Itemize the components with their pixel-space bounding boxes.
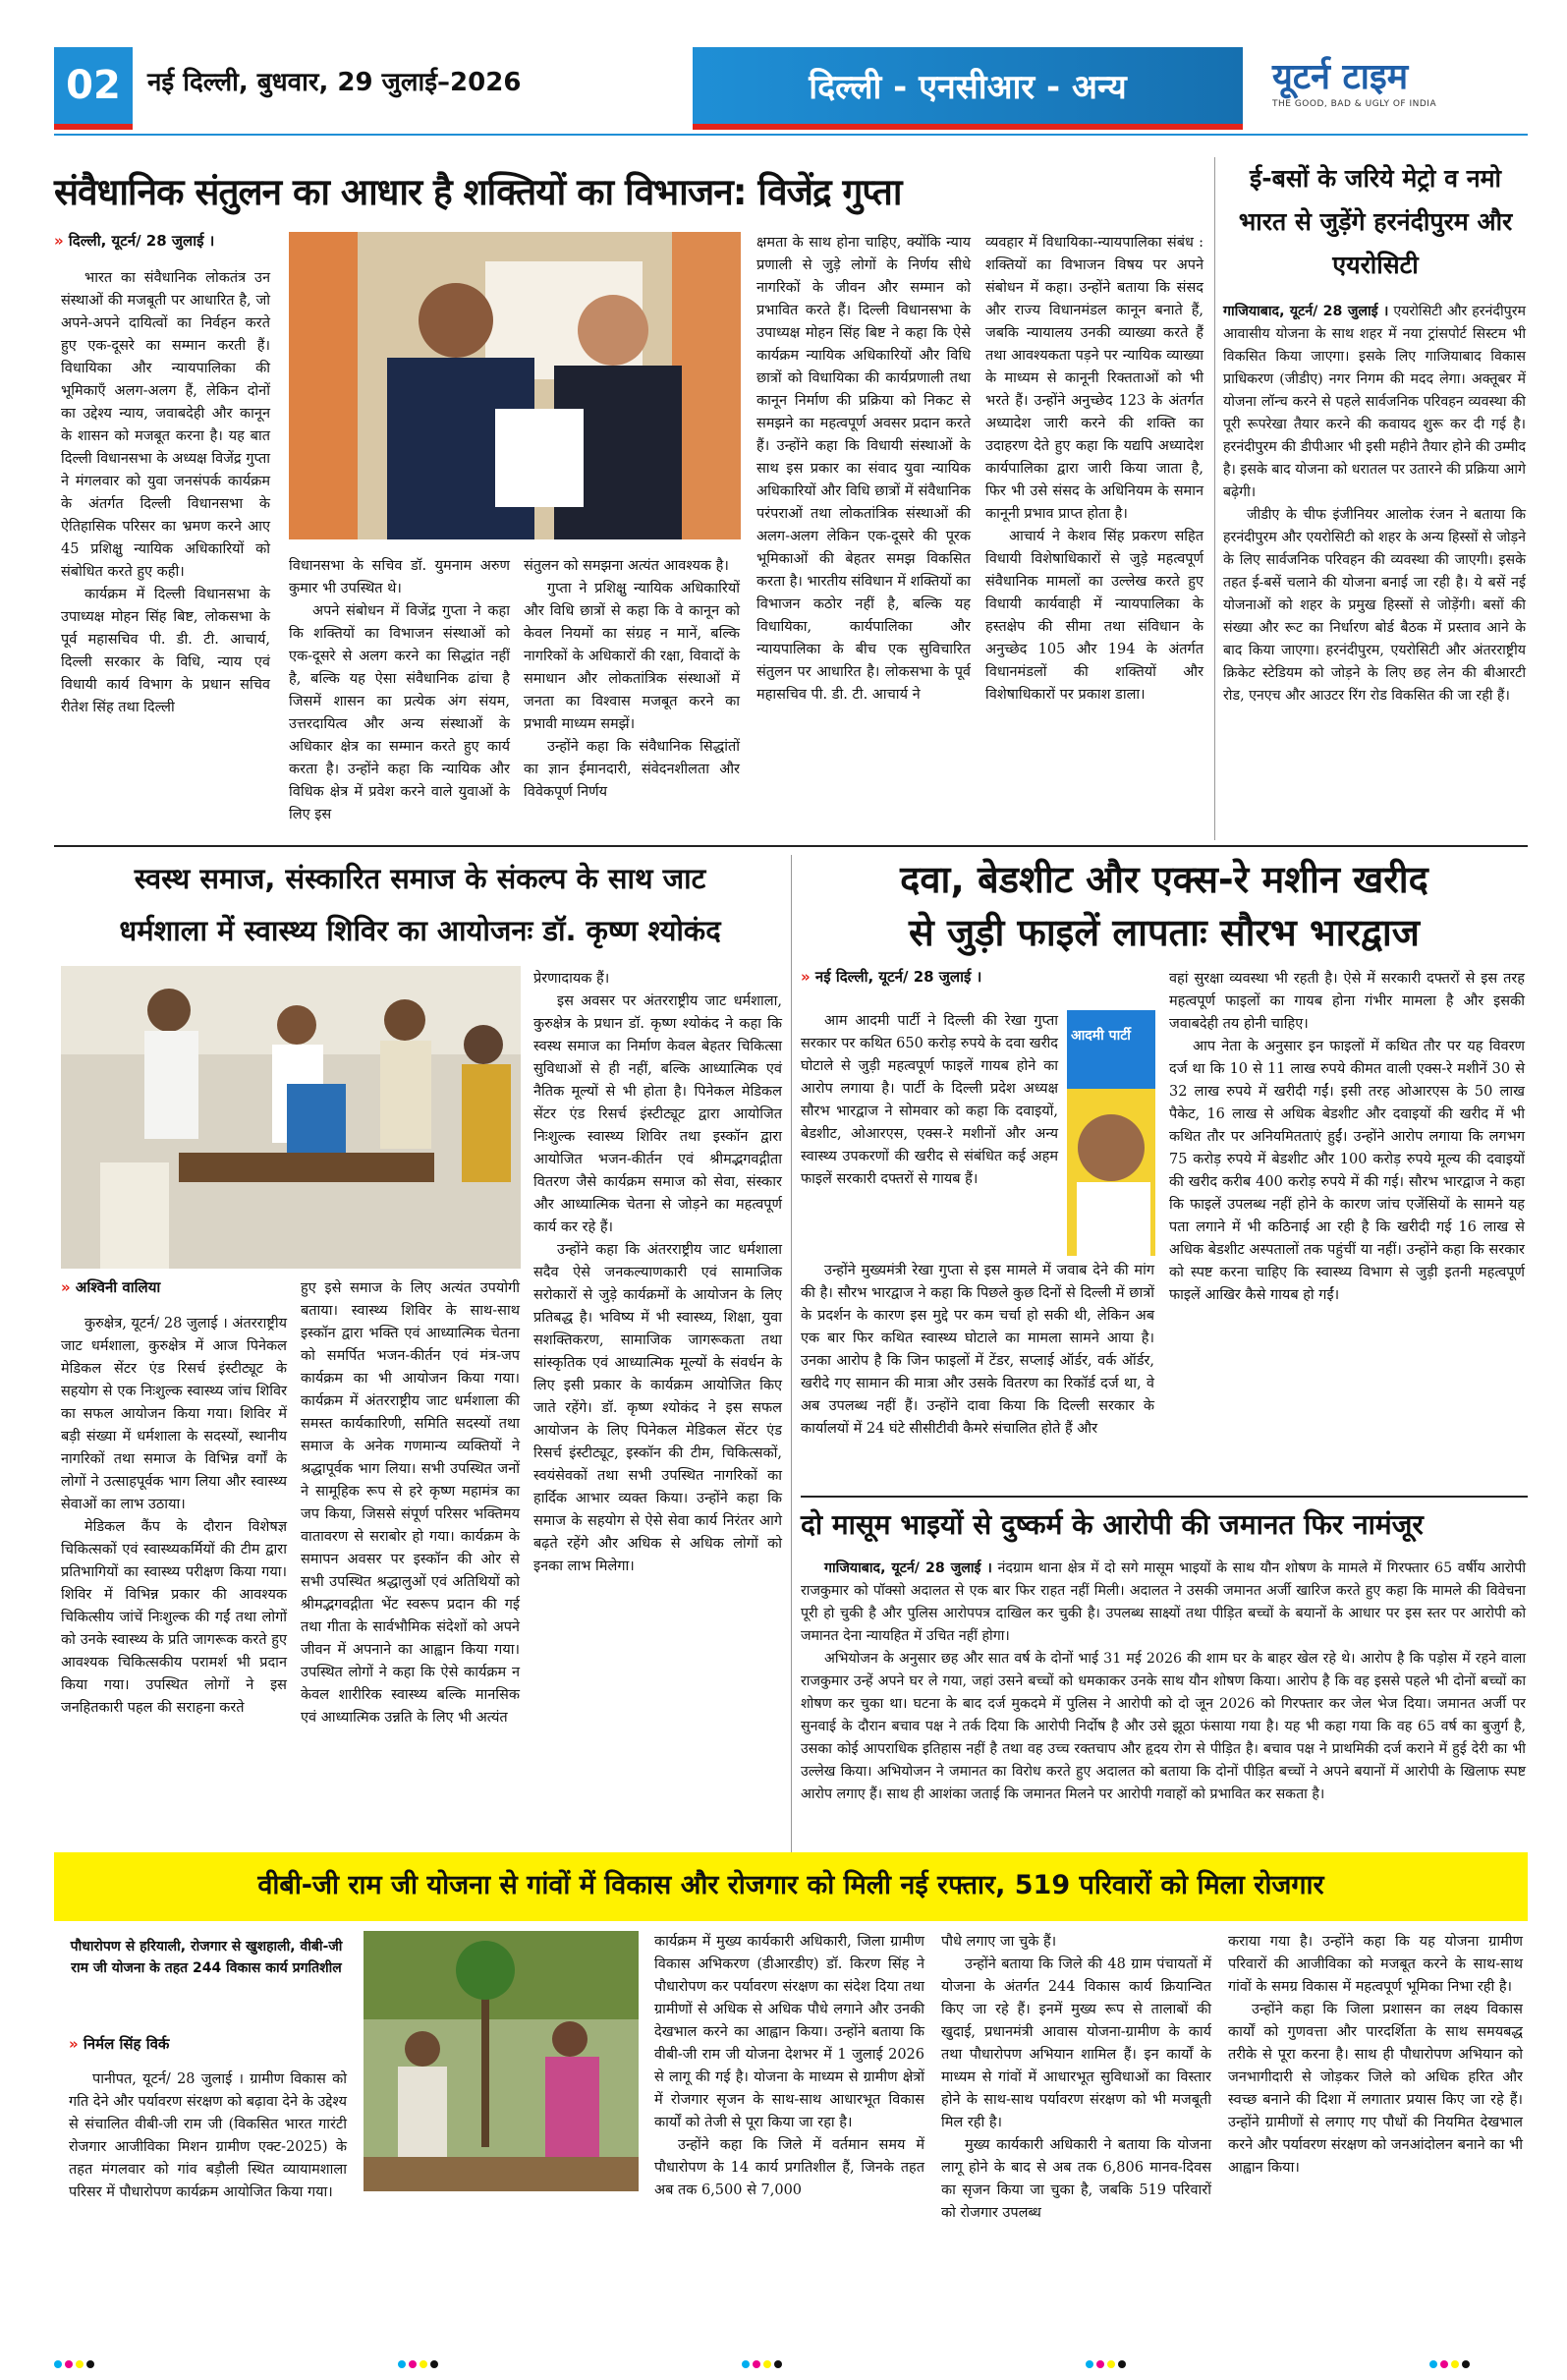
color-dots [1086,2353,1129,2372]
byline-marker-icon: » [54,232,69,250]
story5-rule [801,1496,1528,1498]
story1-col3 [524,555,740,804]
registration-marks [54,2353,1528,2363]
story4-col2-p2: आप नेता के अनुसार इन फाइलों में कथित तौर पर यह विवरण दर्ज था कि 10 से 11 लाख रुपये कीमत वाली एक्स-रे मशीनें 30 से 32 लाख रुपये में खरीदी गईं। इसी तरह ओआरएस के 50 लाख पैकेट, 16 लाख से अधिक बेडशीट और दवाइयों की खरीद में भी कथित तौर पर अनियमितताएं हुईं। उन्होंने आरोप लगाया कि लगभग 75 करोड़ रुपये में बेडशीट और 100 करोड़ रुपये मूल्य की दवाइयों की खरीद करीब 400 करोड़ रुपये में की गई। सौरभ भारद्वाज ने कहा कि फाइलें उपलब्ध नहीं होने के कारण जांच एजेंसियों के सामने यह पता लगाने में भी कठिनाई आ रही है कि खरीदी गई 16 लाख से अधिक बेडशीट अस्पतालों तक पहुंचीं या नहीं। उन्होंने कहा कि सरकार को स्पष्ट करना चाहिए कि स्वास्थ्य विभाग से जुड़ी इतनी महत्वपूर्ण फाइलें आखिर कैसे गायब हो गईं। [1169,1039,1525,1303]
story1-col1 [61,267,270,719]
story1-byline-text: दिल्ली, यूटर्न/ 28 जुलाई । [68,232,215,250]
dateline: नई दिल्ली, बुधवार, 29 जुलाई–2026 [147,68,522,97]
story4-col1-p1: आम आदमी पार्टी ने दिल्ली की रेखा गुप्ता सरकार पर कथित 650 करोड़ रुपये के दवा खरीद घोटाले से जुड़ी महत्वपूर्ण फाइलें गायब होने का आरोप लगाया है। पार्टी के दिल्ली प्रदेश अध्यक्ष सौरभ भारद्वाज ने सोमवार को कहा कि दवाइयों, बेडशीट, ओआरएस, एक्स-रे मशीनों और अन्य स्वास्थ्य उपकरणों की खरीद से संबंधित कई अहम फाइलें सरकारी दफ्तरों से गायब हैं। [801,1013,1058,1187]
story5-p1: नंदग्राम थाना क्षेत्र में दो सगे मासूम भाइयों के साथ यौन शोषण के मामले में गिरफ्तार 65 वर्षीय आरोपी राजकुमार को पॉक्सो अदालत से एक बार फिर राहत नहीं मिली। अदालत ने उसकी जमानत अर्जी खारिज करते हुए कहा कि मामले की विवेचना पूरी हो चुकी है और पुलिस आरोपपत्र दाखिल कर चुकी है। उपलब्ध साक्ष्यों तथा पीड़ित बच्चों के बयानों के आधार पर इस स्तर पर आरोपी को जमानत देना न्यायहित में उचित नहीं होगा। [801,1560,1527,1644]
story6-col2-p2: उन्होंने कहा कि जिले में वर्तमान समय में पौधारोपण के 14 कार्य प्रगतिशील हैं, जिनके तहत अब तक 6,500 से 7,000 [654,2137,924,2198]
story3-col1-p2: मेडिकल कैंप के दौरान विशेषज्ञ चिकित्सकों एवं स्वास्थ्यकर्मियों की टीम द्वारा प्रतिभागियों का स्वास्थ्य परीक्षण किया गया। शिविर में विभिन्न प्रकार की आवश्यक चिकित्सीय जांचें निःशुल्क की गईं तथा लोगों को उनके स्वास्थ्य के प्रति जागरूक करते हुए आवश्यक चिकित्सकीय परामर्श भी प्रदान किया गया। उपस्थित लोगों ने इस जनहितकारी पहल की सराहना करते [61,1519,287,1716]
story4-col2 [1169,968,1525,1307]
story6-col1 [69,2068,347,2204]
story4-col1 [801,1010,1058,1191]
story3-reporter-name: अश्विनी वालिया [75,1278,161,1296]
story6-reporter-name: निर्मल सिंह विर्क [83,2035,170,2053]
story2-text [1223,301,1526,708]
story6-col3-p1: पौधे लगाए जा चुके हैं। [941,1934,1057,1950]
story3-col3 [533,968,782,1578]
story5-byline: गाजियाबाद, यूटर्न/ 28 जुलाई । [824,1560,992,1576]
story6-photo-caption: पौधारोपण से हरियाली, रोजगार से खुशहाली, वीबी-जी राम जी योजना के तहत 244 विकास कार्य प्रगतिशील [70,1939,343,1976]
header-rule [54,134,1528,136]
story1-col5-p2: आचार्य ने केशव सिंह प्रकरण सहित विधायी विशेषाधिकारों से जुड़े महत्वपूर्ण संवैधानिक मामलों का उल्लेख करते हुए विधायी कार्यवाही में न्यायपालिका के हस्तक्षेप की सीमा तथा संविधान के अनुच्छेद 105 और 194 के अंतर्गत विधानमंडलों की शक्तियों और विशेषाधिकारों पर प्रकाश डाला। [985,529,1203,703]
story4-photo-banner: आदमी पार्टी [1071,1028,1131,1044]
story1-photo [289,232,741,539]
story6-col1-p1: ग्रामीण विकास को गति देने और पर्यावरण संरक्षण को बढ़ावा देने के उद्देश्य से संचालित वीबी-जी राम जी (विकसित भारत गारंटी रोजगार आजीविका मिशन ग्रामीण एक्ट-2025) के तहत मंगलवार को गांव बड़ौली स्थित व्यायामशाला परिसर में पौधारोपण कार्यक्रम आयोजित किया गया। [69,2071,348,2200]
story4-photo [1067,1010,1155,1256]
color-dots [54,2353,97,2372]
story3-col1 [61,1313,287,1720]
story3-col3-p1: प्रेरणादायक हैं। [533,971,610,987]
story6-photo [364,1931,639,2191]
story3-photo-illustration [61,966,521,1269]
story1-headline: संवैधानिक संतुलन का आधार है शक्तियों का विभाजन: विजेंद्र गुप्ता [54,171,902,213]
story1-col4 [756,232,971,707]
story1-col3-p3: उन्होंने कहा कि संवैधानिक सिद्धांतों का ज्ञान ईमानदारी, संवेदनशीलता और विवेकपूर्ण निर्णय [524,739,740,800]
page-number: 02 [54,47,133,130]
story1-byline [54,230,270,253]
story4-photo-illustration [1067,1010,1155,1256]
color-dots [1429,2353,1473,2372]
story6-reporter [69,2034,344,2054]
story1-col2-p1: विधानसभा के सचिव डॉ. युमनाम अरुण कुमार भी उपस्थित थे। [289,558,510,596]
story4-col1-continued [801,1260,1154,1441]
story1-col2 [289,555,510,826]
story3-col1-p1: अंतरराष्ट्रीय जाट धर्मशाला, कुरुक्षेत्र में आज पिनेकल मेडिकल सेंटर एंड रिसर्च इंस्टीट्यूट के सहयोग से एक निःशुल्क स्वास्थ्य जांच शिविर का सफल आयोजन किया गया। शिविर में बड़ी संख्या में धर्मशाला के सदस्यों, स्थानीय नागरिकों तथा समाज के विभिन्न वर्गों के लोगों ने उत्साहपूर्वक भाग लिया और स्वास्थ्य सेवाओं का लाभ उठाया। [61,1316,287,1512]
story6-col3-p3: मुख्य कार्यकारी अधिकारी ने बताया कि योजना लागू होने के बाद से अब तक 6,806 मानव-दिवस का सृजन किया जा चुका है, जबकि 519 परिवारों को रोजगार उपलब्ध [941,2137,1211,2221]
masthead [54,47,1528,126]
story4-col1-p2: उन्होंने मुख्यमंत्री रेखा गुप्ता से इस मामले में जवाब देने की मांग की है। सौरभ भारद्वाज ने कहा कि पिछले कुछ दिनों से दिल्ली में छात्रों के प्रदर्शन के कारण इस मुद्दे पर कम चर्चा हो सकी थी, लेकिन अब एक बार फिर कथित स्वास्थ्य घोटाले का मामला सामने आया है। उनका आरोप है कि जिन फाइलों में टेंडर, सप्लाई ऑर्डर, वर्क ऑर्डर, खरीदे गए सामान की मात्रा और उसके वितरण का रिकॉर्ड दर्ज था, वे अब उपलब्ध नहीं हैं। उन्होंने दावा किया कि दिल्ली सरकार के कार्यालयों में 24 घंटे सीसीटीवी कैमरे संचालित होते हैं और [801,1263,1154,1437]
story5-text [801,1558,1526,1806]
story3-col2 [301,1277,520,1729]
story1-col1-p1: भारत का संवैधानिक लोकतंत्र उन संस्थाओं की मजबूती पर आधारित है, जो अपने-अपने दायित्वों का निर्वहन करते हुए एक-दूसरे का सम्मान करती हैं। विधायिका और न्यायपालिका की भूमिकाएँ अलग-अलग हैं, लेकिन दोनों का उद्देश्य न्याय, जवाबदेही और कानून के शासन को मजबूत करना है। यह बात दिल्ली विधानसभा के अध्यक्ष विजेंद्र गुप्ता ने मंगलवार को युवा जनसंपर्क कार्यक्रम के अंतर्गत दिल्ली विधानसभा के ऐतिहासिक परिसर का भ्रमण करने आए 45 प्रशिक्षु न्यायिक अधिकारियों को संबोधित करते हुए कही। [61,270,270,580]
story6-col2-p1: कार्यक्रम में मुख्य कार्यकारी अधिकारी, जिला ग्रामीण विकास अभिकरण (डीआरडीए) डॉ. किरण सिंह ने पौधारोपण कर पर्यावरण संरक्षण का संदेश दिया तथा ग्रामीणों से अधिक से अधिक पौधे लगाने और उनकी देखभाल करने का आह्वान किया। उन्होंने बताया कि वीबी-जी राम जी योजना देशभर में 1 जुलाई 2026 से लागू की गई है। योजना के माध्यम से ग्रामीण क्षेत्रों में रोजगार सृजन के साथ-साथ आधारभूत विकास कार्यों को तेजी से पूरा किया जा रहा है। [654,1934,924,2130]
story4-col2-p1: वहां सुरक्षा व्यवस्था भी रहती है। ऐसे में सरकारी दफ्तरों से इस तरह महत्वपूर्ण फाइलों का गायब होना गंभीर मामला है और इसकी जवाबदेही तय होनी चाहिए। [1169,971,1525,1032]
column-divider [1214,157,1215,840]
story6-col4 [1228,1931,1523,2180]
story1-col3-p2: गुप्ता ने प्रशिक्षु न्यायिक अधिकारियों और विधि छात्रों से कहा कि वे कानून को केवल नियमों का संग्रह न मानें, बल्कि नागरिकों के अधिकारों की रक्षा, विवादों के समाधान और लोकतांत्रिक संस्थाओं में जनता का विश्वास मजबूत करने का प्रभावी माध्यम समझें। [524,581,740,732]
story2-byline: गाजियाबाद, यूटर्न/ 28 जुलाई । [1223,304,1389,319]
story1-col4-p1: क्षमता के साथ होना चाहिए, क्योंकि न्याय प्रणाली से जुड़े लोगों के निर्णय सीधे नागरिकों के जीवन और सम्मान को प्रभावित करते हैं। दिल्ली विधानसभा के उपाध्यक्ष मोहन सिंह बिष्ट ने कहा कि ऐसे कार्यक्रम न्यायिक अधिकारियों और विधि छात्रों को विधायिका की कार्यप्रणाली तथा कानून निर्माण की प्रक्रिया को निकट से समझने का महत्वपूर्ण अवसर प्रदान करते हैं। उन्होंने कहा कि विधायी संस्थाओं के साथ इस प्रकार का संवाद युवा न्यायिक अधिकारियों और विधि छात्रों में संवैधानिक परंपराओं तथा लोकतांत्रिक संस्थाओं की अलग-अलग लेकिन एक-दूसरे की पूरक भूमिकाओं की बेहतर समझ विकसित करता है। भारतीय संविधान में शक्तियों का विभाजन कठोर नहीं है, बल्कि यह विधायिका, कार्यपालिका और न्यायपालिका के बीच एक सुविचारित संतुलन पर आधारित है। लोकसभा के पूर्व महासचिव पी. डी. टी. आचार्य ने [756,235,971,703]
story6-col4-p1: कराया गया है। उन्होंने कहा कि यह योजना ग्रामीण परिवारों की आजीविका को मजबूत करने के साथ-साथ गांवों के समग्र विकास में महत्वपूर्ण भूमिका निभा रही है। [1228,1934,1523,1995]
story6-col3-p2: उन्होंने बताया कि जिले की 48 ग्राम पंचायतों में योजना के अंतर्गत 244 विकास कार्य क्रियान्वित किए जा रहे हैं। इनमें मुख्य रूप से तालाबों की खुदाई, प्रधानमंत्री आवास योजना-ग्रामीण के कार्य तथा पौधारोपण अभियान शामिल हैं। इन कार्यों के माध्यम से गांवों में आधारभूत सुविधाओं का विस्तार होने के साथ-साथ पर्यावरण संरक्षण को भी मजबूती मिल रही है। [941,1956,1211,2130]
story6-headline: वीबी-जी राम जी योजना से गांवों में विकास और रोजगार को मिली नई रफ्तार, 519 परिवारों को मिला रोजगार [257,1870,1324,1900]
story4-byline-text: नई दिल्ली, यूटर्न/ 28 जुलाई । [814,968,982,986]
story6-col4-p2: उन्होंने कहा कि जिला प्रशासन का लक्ष्य विकास कार्यों को गुणवत्ता और पारदर्शिता के साथ समयबद्ध तरीके से पूरा करना है। साथ ही पौधारोपण अभियान को जनभागीदारी से जोड़कर जिले को अधिक हरित और स्वच्छ बनाने की दिशा में लगातार प्रयास किए जा रहे हैं। उन्होंने ग्रामीणों से लगाए गए पौधों की नियमित देखभाल करने और पर्यावरण संरक्षण को जनआंदोलन बनाने का भी आह्वान किया। [1228,2002,1523,2176]
story1-col2-p2: अपने संबोधन में विजेंद्र गुप्ता ने कहा कि शक्तियों का विभाजन संस्थाओं को एक-दूसरे से अलग करने का सिद्धांत नहीं है, बल्कि यह ऐसा संवैधानिक ढांचा है जिसमें शासन का प्रत्येक अंग संयम, उत्तरदायित्व और अन्य संस्थाओं के अधिकार क्षेत्र का सम्मान करते हुए कार्य करता है। उन्होंने कहा कि न्यायिक और विधिक क्षेत्र में प्रवेश करने वाले युवाओं के लिए इस [289,603,510,822]
story4-byline [801,966,1135,989]
story3-headline-line2: धर्मशाला में स्वास्थ्य शिविर का आयोजनः डॉ. कृष्ण श्योकंद [119,914,721,947]
story6-col2 [654,1931,924,2202]
story6-photo-illustration [364,1931,639,2191]
story6-col3 [941,1931,1211,2225]
story1-col5 [985,232,1203,707]
story4-headline-line1: दवा, बेडशीट और एक्स-रे मशीन खरीद [900,858,1428,901]
story1-col3-p1: संतुलन को समझना अत्यंत आवश्यक है। [524,558,729,574]
story4-headline-line2: से जुड़ी फाइलें लापताः सौरभ भारद्वाज [909,911,1420,954]
section-title: दिल्ली - एनसीआर - अन्य [693,47,1243,130]
reporter-marker-icon: » [69,2035,84,2053]
story6-byline: पानीपत, यूटर्न/ 28 जुलाई । [92,2071,244,2087]
story3-byline: कुरुक्षेत्र, यूटर्न/ 28 जुलाई । [84,1316,228,1332]
color-dots [742,2353,785,2372]
newspaper-logo [1272,51,1523,120]
story1-photo-illustration [289,232,741,539]
story1-col5-p1: व्यवहार में विधायिका-न्यायपालिका संबंध : शक्तियों का विभाजन विषय पर अपने संबोधन में कहा। उन्होंने बताया कि संसद और राज्य विधानमंडल कानून बनाते हैं, जबकि न्यायालय उनकी व्याख्या करते हैं तथा आवश्यकता पड़ने पर न्यायिक व्याख्या के माध्यम से कानूनी रिक्तताओं को भी भरते हैं। उन्होंने अनुच्छेद 123 के अंतर्गत अध्यादेश जारी करने की शक्ति का उदाहरण देते हुए कहा कि यद्यपि अध्यादेश कार्यपालिका द्वारा जारी किया जाता है, फिर भी उसे संसद के अधिनियम के समान कानूनी प्रभाव प्राप्त होता है। [985,235,1203,522]
logo-tagline: THE GOOD, BAD & UGLY OF INDIA [1272,99,1437,109]
story3-photo [61,966,521,1269]
story3-col2-p1: हुए इसे समाज के लिए अत्यंत उपयोगी बताया। स्वास्थ्य शिविर के साथ-साथ इस्कॉन द्वारा भक्ति एवं आध्यात्मिक चेतना को समर्पित भजन-कीर्तन एवं मंत्र-जप कार्यक्रम का भी आयोजन किया गया। कार्यक्रम में अंतरराष्ट्रीय जाट धर्मशाला की समस्त कार्यकारिणी, समिति सदस्यों तथा समाज के अनेक गणमान्य व्यक्तियों ने श्रद्धापूर्वक भाग लिया। सभी उपस्थित जनों ने सामूहिक रूप से हरे कृष्ण महामंत्र का जप किया, जिससे संपूर्ण परिसर भक्तिमय वातावरण से सराबोर हो गया। कार्यक्रम के समापन अवसर पर इस्कॉन की ओर से सभी उपस्थित श्रद्धालुओं एवं अतिथियों को श्रीमद्भगवद्गीता भेंट स्वरूप प्रदान की गई तथा गीता के सार्वभौमिक संदेशों को अपने जीवन में अपनाने का आह्वान किया गया। उपस्थित लोगों ने कहा कि ऐसे कार्यक्रम न केवल शारीरिक स्वास्थ्य बल्कि मानसिक एवं आध्यात्मिक उन्नति के लिए भी अत्यंत [301,1280,520,1726]
story3-headline-line1: स्वस्थ समाज, संस्कारित समाज के संकल्प के साथ जाट [134,862,706,895]
reporter-marker-icon: » [61,1278,76,1296]
color-dots [398,2353,441,2372]
story2-headline: ई-बसों के जरिये मेट्रो व नमो भारत से जुड़ेंगे हरनंदीपुरम और एयरोसिटी [1238,164,1513,279]
logo-text: यूटर्न टाइम [1272,56,1409,97]
story3-col3-p3: उन्होंने कहा कि अंतरराष्ट्रीय जाट धर्मशाला सदैव ऐसे जनकल्याणकारी एवं सामाजिक सरोकारों से जुड़े कार्यक्रमों के आयोजन के लिए प्रतिबद्ध है। भविष्य में भी स्वास्थ्य, शिक्षा, युवा सशक्तिकरण, सामाजिक जागरूकता तथा सांस्कृतिक एवं आध्यात्मिक मूल्यों के संवर्धन के लिए इसी प्रकार के कार्यक्रम आयोजित किए जाते रहेंगे। डॉ. कृष्ण श्योकंद ने इस सफल आयोजन के लिए पिनेकल मेडिकल सेंटर एंड रिसर्च इंस्टीट्यूट, इस्कॉन की टीम, चिकित्सकों, स्वयंसेवकों तथा सभी उपस्थित नागरिकों का हार्दिक आभार व्यक्त किया। उन्होंने कहा कि समाज के सहयोग से ऐसे सेवा कार्य निरंतर आगे बढ़ते रहेंगे और अधिक से अधिक लोगों को इनका लाभ मिलेगा। [533,1242,782,1574]
story1-col1-p2: कार्यक्रम में दिल्ली विधानसभा के उपाध्यक्ष मोहन सिंह बिष्ट, लोकसभा के पूर्व महासचिव पी. डी. टी. आचार्य, दिल्ली सरकार के विधि, न्याय एवं विधायी कार्य विभाग के प्रधान सचिव रीतेश सिंह तथा दिल्ली [61,587,270,715]
story3-col3-p2: इस अवसर पर अंतरराष्ट्रीय जाट धर्मशाला, कुरुक्षेत्र के प्रधान डॉ. कृष्ण श्योकंद ने कहा कि स्वस्थ समाज का निर्माण केवल बेहतर चिकित्सा सुविधाओं से ही नहीं, बल्कि आध्यात्मिक एवं नैतिक मूल्यों से भी होता है। पिनेकल मेडिकल सेंटर एंड रिसर्च इंस्टीट्यूट द्वारा आयोजित निःशुल्क स्वास्थ्य शिविर तथा इस्कॉन द्वारा आयोजित भजन-कीर्तन एवं श्रीमद्भगवद्गीता वितरण जैसे कार्यक्रम समाज को सेवा, संस्कार और आध्यात्मिक चेतना से जोड़ने का महत्वपूर्ण कार्य कर रहे हैं। [533,993,782,1235]
column-divider [791,855,792,1877]
story2-p1: एयरोसिटी और हरनंदीपुरम आवासीय योजना के साथ शहर में नया ट्रांसपोर्ट सिस्टम भी विकसित किया जाएगा। इसके लिए गाजियाबाद विकास प्राधिकरण (जीडीए) नगर निगम की मदद लेगा। अक्तूबर में योजना लॉन्च करने से पहले सार्वजनिक परिवहन व्यवस्था की पूरी रूपरेखा तैयार करने की कवायद शुरू कर दी गई है। हरनंदीपुरम की डीपीआर भी इसी महीने तैयार होने की उम्मीद है। इसके बाद योजना को धरातल पर उतारने की प्रक्रिया आगे बढ़ेगी। [1223,304,1526,500]
story5-headline: दो मासूम भाइयों से दुष्कर्म के आरोपी की जमानत फिर नामंजूर [801,1508,1424,1541]
story5-p2: अभियोजन के अनुसार छह और सात वर्ष के दोनों भाई 31 मई 2026 की शाम घर के बाहर खेल रहे थे। आरोप है कि पड़ोस में रहने वाला राजकुमार उन्हें अपने घर ले गया, जहां उसने बच्चों को धमकाकर उनके साथ यौन शोषण किया। आरोप है कि वह इससे पहले भी दोनों बच्चों का शोषण कर चुका था। घटना के बाद दर्ज मुकदमे में पुलिस ने आरोपी को दो जून 2026 को गिरफ्तार कर जेल भेज दिया। जमानत अर्जी पर सुनवाई के दौरान बचाव पक्ष ने तर्क दिया कि आरोपी निर्दोष है और उसे झूठा फंसाया गया है। यह भी कहा गया कि वह 65 वर्ष का बुजुर्ग है, उसका कोई आपराधिक इतिहास नहीं है तथा वह उच्च रक्तचाप और हृदय रोग से पीड़ित है। बचाव पक्ष ने प्राथमिकी दर्ज कराने में हुई देरी का भी उल्लेख किया। अभियोजन ने जमानत का विरोध करते हुए अदालत को बताया कि दोनों पीड़ित बच्चों ने अपने बयानों में आरोपी के खिलाफ स्पष्ट आरोप लगाए हैं। साथ ही आशंका जताई कि जमानत मिलने पर आरोपी गवाहों को प्रभावित कर सकता है। [801,1651,1526,1802]
byline-marker-icon: » [801,968,815,986]
story3-reporter [61,1277,287,1297]
story2-p2: जीडीए के चीफ इंजीनियर आलोक रंजन ने बताया कि हरनंदीपुरम और एयरोसिटी को शहर के अन्य हिस्सों से जोड़ने के लिए सार्वजनिक परिवहन की व्यवस्था की जाएगी। इसके तहत ई-बसें चलाने की योजना बनाई जा रही है। ये बसें नई योजनाओं को शहर के प्रमुख हिस्सों से जोड़ेंगी। बसों की संख्या और रूट का निर्धारण बोर्ड बैठक में प्रस्ताव आने के बाद किया जाएगा। हरनंदीपुरम, एयरोसिटी और अंतरराष्ट्रीय क्रिकेट स्टेडियम को जोड़ने के लिए छह लेन की बीआरटी रोड, एनएच और आउटर रिंग रोड विकसित की जा रही हैं। [1223,507,1526,704]
section-rule [54,845,1528,847]
